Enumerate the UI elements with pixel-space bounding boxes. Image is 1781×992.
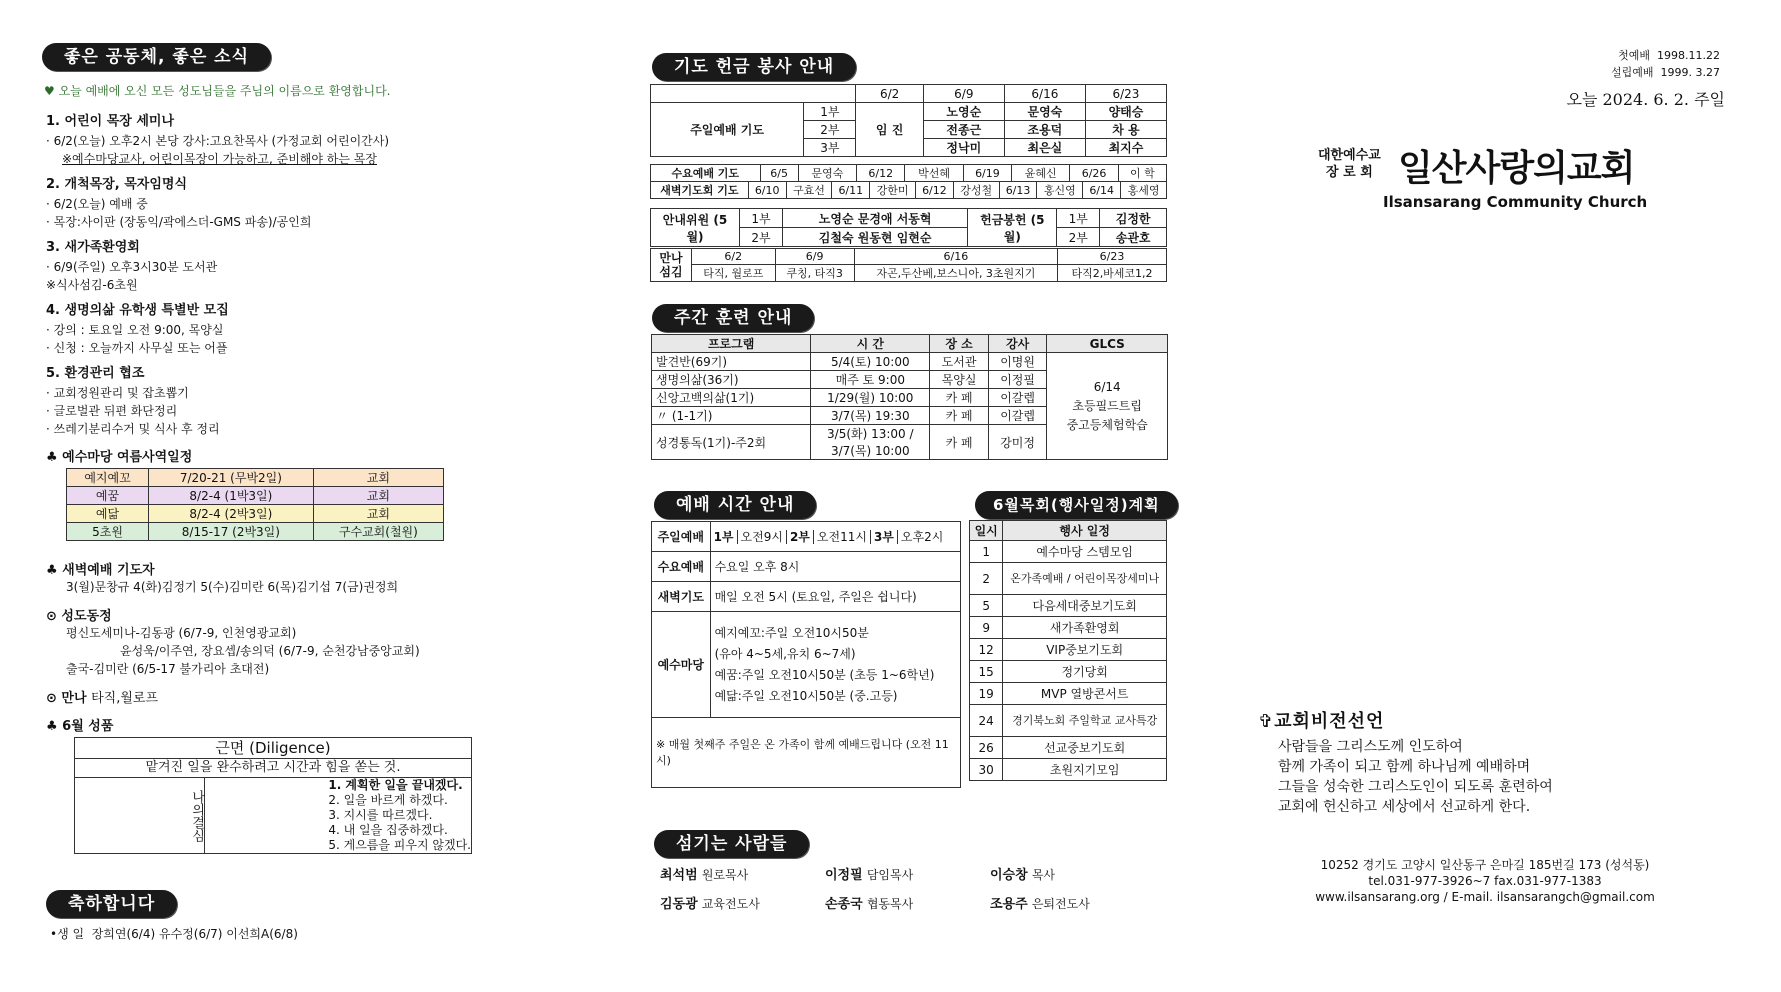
cell-text: (유아 4~5세,유치 6~7세) (714, 646, 856, 661)
cell-text: 6/23 (1085, 85, 1166, 103)
cell-text: 2 (970, 563, 1003, 595)
cell-text: 강미정 (988, 425, 1047, 460)
announcement-line: · 교회정원관리 및 잡초뽑기 (46, 386, 189, 400)
web-email[interactable]: www.ilsansarang.org / E-mail. ilsansarangch@gmail.com (1315, 890, 1655, 904)
cell-text: 주일예배 (652, 522, 711, 552)
cell-text: 원로목사 (701, 868, 749, 882)
cell-text: 신앙고백의삶(1기) (652, 389, 811, 407)
cell-text: 6/23 (1058, 249, 1167, 265)
cell-text: 정기당회 (1003, 661, 1167, 683)
cell-text: 성경통독(1기)-주2회 (652, 425, 811, 460)
june-plan-header: 6월목회(행사일정)계획 (975, 491, 1178, 519)
cell-text: 1부 (740, 209, 783, 228)
cell-text: 노영순 (923, 103, 1004, 121)
cell-text: 발견반(69기) (652, 353, 811, 371)
cell-text: 프로그램 (652, 335, 811, 353)
announcement-title: 2. 개척목장, 목자임명식 (46, 177, 187, 192)
cell-text: 오전9시 (738, 530, 787, 544)
cell-text: 경기북노회 주일학교 교사특강 (1003, 705, 1167, 737)
announcement-line: · 6/2(오늘) 오후2시 본당 강사:고요찬목사 (가정교회 어린이간사) (46, 134, 390, 148)
cell-text: 선교중보기도회 (1003, 737, 1167, 759)
cell-text: 2부 (787, 530, 814, 544)
cell-text: 협동목사 (866, 897, 914, 911)
today-date: 오늘 2024. 6. 2. 주일 (1566, 90, 1725, 109)
announcement-line: · 6/2(오늘) 예배 중 (46, 197, 148, 211)
cell-text: 장 소 (930, 335, 989, 353)
cell-text: 3/5(화) 13:00 / 3/7(목) 10:00 (811, 425, 930, 460)
cell-text: 9 (970, 617, 1003, 639)
cell-text: 장 로 회 (1326, 165, 1373, 180)
cell-text: 2부 (740, 228, 783, 247)
cell-text: 수요예배 (652, 552, 711, 582)
cell-text: 26 (970, 737, 1003, 759)
cell-text: 1998.11.22 (1657, 49, 1720, 62)
cell-text: 1부 (1057, 209, 1100, 228)
announcement-3 (46, 238, 217, 294)
cell-text: 6/16 (1004, 85, 1085, 103)
cell-text: 이승창 (990, 868, 1028, 883)
cell-text: VIP중보기도회 (1003, 639, 1167, 661)
announcement-line: · 신청 : 오늘까지 사무실 또는 어플 (46, 341, 228, 355)
cell-text: 대한예수교 (1318, 148, 1381, 163)
good-community-header: 좋은 공동체, 좋은 소식 (42, 43, 271, 71)
cell-text: 6/14 (1083, 182, 1121, 199)
cell-text: 이정필 (988, 371, 1047, 389)
cell-text: 예지예꼬:주일 오전10시50분 (714, 625, 869, 640)
cell-text: 이정필 (825, 868, 863, 883)
cell-text: 5 (970, 595, 1003, 617)
servants-header: 섬기는 사람들 (654, 830, 809, 858)
cell-text: 목양실 (930, 371, 989, 389)
cell-text: 이갈렙 (988, 407, 1047, 425)
virtue-title: ♣ 6월 성품 (46, 719, 114, 734)
cell-text: 초원지기모임 (1003, 759, 1167, 781)
cell-text: 조용주 (990, 897, 1028, 912)
member-news-title: ⊙ 성도동정 (46, 609, 112, 624)
cell-text: 30 (970, 759, 1003, 781)
cell-text: 6/12 (857, 165, 905, 182)
cell-text: 차 용 (1085, 121, 1166, 139)
cell-text: 김정한 (1100, 209, 1167, 228)
usher-table (650, 208, 1167, 247)
cell-text: 안내위원 (5월) (651, 209, 740, 247)
cell-text: 6/9 (923, 85, 1004, 103)
cell-text: 윤혜신 (1012, 165, 1070, 182)
cell-text: 3부 (804, 139, 856, 157)
cell-text: 카 페 (930, 407, 989, 425)
summer-schedule-title: ♣ 예수마당 여름사역일정 (46, 450, 193, 465)
welcome-text: ♥ 오늘 예배에 오신 모든 성도님들을 주님의 이름으로 환영합니다. (44, 84, 391, 98)
cell-text: 매일 오전 5시 (토요일, 주일은 쉽니다) (710, 582, 960, 612)
church-dates (1590, 47, 1720, 81)
cell-text: 함께 가족이 되고 함께 하나님께 예배하며 (1278, 759, 1531, 775)
announcement-line: · 강의 : 토요일 오전 9:00, 목양실 (46, 323, 224, 337)
cell-text: 6/2 (692, 249, 776, 265)
virtue-item: 3. 지시를 따르겠다. (328, 808, 433, 822)
cell-text: 1부 (804, 103, 856, 121)
table-row (970, 705, 1167, 737)
announcement-line: · 목장:사이판 (장동익/곽에스더-GMS 파송)/공인희 (46, 215, 312, 229)
table-row (67, 469, 444, 487)
cell-text: 손종국 (825, 897, 863, 912)
cell-text: 예수마당 스템모임 (1003, 541, 1167, 563)
cell-text: 일시 (970, 521, 1003, 541)
table-row (67, 487, 444, 505)
announcement-1 (46, 112, 389, 168)
cell-text: 교회 (313, 487, 443, 505)
cell-text: 노영순 문경애 서동혁 (782, 209, 967, 228)
cell-text: 온가족예배 / 어린이목장세미나 (1003, 563, 1167, 595)
cell-text: 행사 일정 (1003, 521, 1167, 541)
table-row (970, 541, 1167, 563)
training-header: 주간 훈련 안내 (652, 304, 814, 332)
birthday-line (50, 925, 298, 943)
cell-text: 8/15-17 (2박3일) (149, 523, 314, 541)
cell-text: 1 (970, 541, 1003, 563)
cell-text: 시 간 (811, 335, 930, 353)
prayer-offering-header: 기도 헌금 봉사 안내 (652, 53, 856, 81)
virtue-name: 근면 (Diligence) (75, 738, 471, 759)
table-row (652, 353, 1168, 371)
dawn-prayer-title: ♣ 새벽예배 기도자 (46, 563, 155, 578)
cell-text: 이명원 (988, 353, 1047, 371)
church-name-en: Ilsansarang Community Church (1383, 193, 1648, 211)
virtue-desc: 맡겨진 일을 완수하려고 시간과 힘을 쏟는 것. (75, 759, 471, 778)
cell-text: 15 (970, 661, 1003, 683)
announcement-line: · 글로벌관 뒤편 화단정리 (46, 404, 178, 418)
servant (990, 864, 1155, 883)
contact-info (1305, 857, 1665, 905)
virtue-item: 1. 계획한 일을 끝내겠다. (328, 778, 463, 792)
cell-text: 오후2시 (900, 530, 944, 544)
virtue-item: 5. 게으름을 피우지 않겠다. (328, 838, 471, 852)
servant (660, 893, 825, 912)
cell-text: 새벽기도 (652, 582, 711, 612)
announcement-title: 1. 어린이 목장 세미나 (46, 114, 175, 129)
cell-text: 오전11시 (814, 530, 871, 544)
virtue-resolution-label: 나의결심 (180, 778, 205, 853)
cell-text: GLCS (1047, 335, 1168, 353)
announcement-5 (46, 364, 220, 438)
cell-text: 김철숙 원동현 임현순 (782, 228, 967, 247)
cell-text: 8/2-4 (2박3일) (149, 505, 314, 523)
servant (825, 893, 990, 912)
cell-text: •생 일 (50, 927, 85, 941)
cell-text: 2부 (1057, 228, 1100, 247)
cell-text: 6/19 (963, 165, 1011, 182)
servant (660, 864, 825, 883)
cell-text: 최은실 (1004, 139, 1085, 157)
announcement-line: · 6/9(주일) 오후3시30분 도서관 (46, 260, 218, 274)
cell-text: 김동광 (660, 897, 698, 912)
cell-text: 타직,월로프 (91, 691, 159, 706)
manna-title (46, 687, 158, 706)
announcement-2 (46, 175, 311, 231)
virtue-item: 4. 내 일을 집중하겠다. (328, 823, 448, 837)
cell-text: 문영숙 (798, 165, 856, 182)
cell-text: 예지예꼬 (67, 469, 149, 487)
cell-text: 타직, 월로프 (692, 265, 776, 282)
cell-text: 다음세대중보기도회 (1003, 595, 1167, 617)
announcement-line: ※예수마당교사, 어린이목장이 가능하고, 준비해야 하는 목장 (62, 152, 377, 166)
june-plan-table (969, 520, 1167, 781)
cell-text: 은퇴전도사 (1031, 897, 1090, 911)
cell-text: 첫예배 (1618, 49, 1651, 62)
cell-text: MVP 열방콘서트 (1003, 683, 1167, 705)
announcement-title: 5. 환경관리 협조 (46, 366, 145, 381)
cell-text: 수요예배 기도 (651, 165, 761, 182)
cell-text: 이갈렙 (988, 389, 1047, 407)
virtue-box (74, 737, 472, 854)
servants-list (660, 864, 1160, 912)
cell-text: 6/5 (760, 165, 798, 182)
cell-text: 6/10 (748, 182, 786, 199)
cell-text: 이 학 (1118, 165, 1166, 182)
cell-text: 구수교회(철원) (313, 523, 443, 541)
cell-text: 중고등체험학습 (1066, 417, 1148, 432)
cell-text: 6/11 (832, 182, 870, 199)
vision-title: ✞교회비전선언 (1258, 711, 1385, 732)
cell-text: 전종근 (923, 121, 1004, 139)
table-row (970, 617, 1167, 639)
cell-text: 주일예배 기도 (651, 103, 804, 157)
prayer-table (650, 84, 1167, 157)
cell-text: 예닮 (67, 505, 149, 523)
cell-text: 2부 (804, 121, 856, 139)
cell-text: 최석범 (660, 868, 698, 883)
denomination (1318, 147, 1381, 181)
cell-text: 1부 (711, 530, 738, 544)
cell-text: 최지수 (1085, 139, 1166, 157)
cell-text: 6/2 (856, 85, 923, 103)
announcement-line: · 쓰레기분리수거 및 식사 후 정리 (46, 422, 220, 436)
cell-text: 1999. 3.27 (1660, 66, 1720, 79)
prayer-table-dawn (650, 181, 1167, 199)
cell-text: 조용덕 (1004, 121, 1085, 139)
cell-text: 양태승 (1085, 103, 1166, 121)
cell-text: 1/29(월) 10:00 (811, 389, 930, 407)
table-row (67, 505, 444, 523)
table-row (970, 639, 1167, 661)
cell-text: 카 페 (930, 389, 989, 407)
announcement-title: 3. 새가족환영회 (46, 240, 140, 255)
cell-text: 5/4(토) 10:00 (811, 353, 930, 371)
cell-text: 새벽기도회 기도 (651, 182, 749, 199)
cell-text: 설립예배 (1611, 66, 1654, 79)
worship-header: 예배 시간 안내 (654, 491, 816, 519)
announcement-title: 4. 생명의삶 유학생 특별반 모집 (46, 303, 229, 318)
training-table (651, 334, 1168, 460)
church-name: 일산사랑의교회 (1398, 148, 1635, 189)
cell-text: ※ 매월 첫째주 주일은 온 가족이 함께 예배드립니다 (오전 11시) (652, 718, 961, 788)
table-row (970, 737, 1167, 759)
cell-text: 예수마당 (652, 612, 711, 718)
dawn-prayer-list: 3(월)문창규 4(화)김정기 5(수)김미란 6(목)김기섭 7(금)권정희 (66, 580, 399, 594)
cell-text: 6/16 (854, 249, 1057, 265)
cell-text: 6/12 (916, 182, 954, 199)
cell-text: 강한미 (870, 182, 916, 199)
member-news-line: 평신도세미나-김동광 (6/7-9, 인천영광교회) (66, 626, 297, 640)
cell-text: 만나섬김 (651, 249, 692, 282)
address: 10252 경기도 고양시 일산동구 은마길 185번길 173 (성석동) (1320, 858, 1650, 872)
cell-text: 6/26 (1070, 165, 1118, 182)
cell-text: 7/20-21 (무박2일) (149, 469, 314, 487)
cell-text: 강사 (988, 335, 1047, 353)
cell-text: 교회 (313, 505, 443, 523)
servant (990, 893, 1155, 912)
cell-text: 자곤,두산베,보스니아, 3초원지기 (854, 265, 1057, 282)
cell-text: 생명의삶(36기) (652, 371, 811, 389)
cell-text: 5초원 (67, 523, 149, 541)
cell-text: 담임목사 (866, 868, 914, 882)
cell-text: 교육전도사 (701, 897, 760, 911)
cell-text: 예꿈:주일 오전10시50분 (초등 1~6학년) (714, 667, 935, 682)
summer-schedule-table (66, 468, 444, 541)
cell-text: 문영숙 (1004, 103, 1085, 121)
cell-text: 예꿈 (67, 487, 149, 505)
cell-text: 새가족환영회 (1003, 617, 1167, 639)
cell-text: 교회 (313, 469, 443, 487)
table-row (970, 683, 1167, 705)
member-news-line: 윤성욱/이주연, 장요셉/송의덕 (6/7-9, 순천강남중앙교회) (120, 644, 420, 658)
cell-text: 목사 (1031, 868, 1056, 882)
prayer-table-wed-dawn (650, 164, 1167, 182)
cell-text: 사람들을 그리스도께 인도하여 (1278, 739, 1463, 755)
member-news-line: 출국-김미란 (6/5-17 불가리아 초대전) (66, 662, 270, 676)
cell-text: 도서관 (930, 353, 989, 371)
worship-table (651, 521, 961, 788)
cell-text: 강성철 (953, 182, 999, 199)
announcement-line: ※식사섬김-6초원 (46, 278, 138, 292)
cell-text: 24 (970, 705, 1003, 737)
manna-serve-table (650, 248, 1167, 282)
cell-text: 초등필드트립 (1072, 398, 1142, 413)
table-row (970, 563, 1167, 595)
cell-text: 홍신영 (1037, 182, 1083, 199)
virtue-item: 2. 일을 바르게 하겠다. (328, 793, 448, 807)
cell-text: 6/9 (775, 249, 854, 265)
cell-text: 장희연(6/4) 유수정(6/7) 이선희A(6/8) (91, 927, 298, 941)
phone: tel.031-977-3926~7 fax.031-977-1383 (1368, 874, 1602, 888)
cell-text: 타직2,바세코1,2 (1058, 265, 1167, 282)
cell-text: 그들을 성숙한 그리스도인이 되도록 훈련하여 (1278, 779, 1553, 795)
cell-text: 정낙미 (923, 139, 1004, 157)
cell-text: 수요일 오후 8시 (710, 552, 960, 582)
cell-text: 8/2-4 (1박3일) (149, 487, 314, 505)
cell-text: 헌금봉헌 (5월) (968, 209, 1057, 247)
cell-text: 매주 토 9:00 (811, 371, 930, 389)
cell-text: 교회에 헌신하고 세상에서 선교하게 한다. (1278, 799, 1531, 815)
table-row (970, 661, 1167, 683)
table-row (970, 759, 1167, 781)
cell-text: 19 (970, 683, 1003, 705)
cell-text: 구효선 (786, 182, 832, 199)
cell-text: 예닮:주일 오전10시50분 (중.고등) (714, 688, 898, 703)
cell-text: 송관호 (1100, 228, 1167, 247)
cell-text: 6/14 (1093, 379, 1121, 394)
table-row (970, 595, 1167, 617)
cell-text: 쿠칭, 타직3 (775, 265, 854, 282)
cell-text: 3/7(목) 19:30 (811, 407, 930, 425)
cell-text: 박선혜 (905, 165, 963, 182)
table-row (67, 523, 444, 541)
announcement-4 (46, 301, 229, 357)
vision-text (1278, 737, 1553, 817)
cell-text: ⊙ 만나 (46, 691, 87, 706)
cell-text: 임 진 (856, 103, 923, 157)
congrats-header: 축하합니다 (46, 890, 177, 918)
cell-text: 12 (970, 639, 1003, 661)
cell-text: 카 페 (930, 425, 989, 460)
cell-text: 3부 (871, 530, 898, 544)
cell-text: 6/13 (999, 182, 1037, 199)
servant (825, 864, 990, 883)
cell-text: 〃 (1-1기) (652, 407, 811, 425)
cell-text: 홍세영 (1121, 182, 1167, 199)
